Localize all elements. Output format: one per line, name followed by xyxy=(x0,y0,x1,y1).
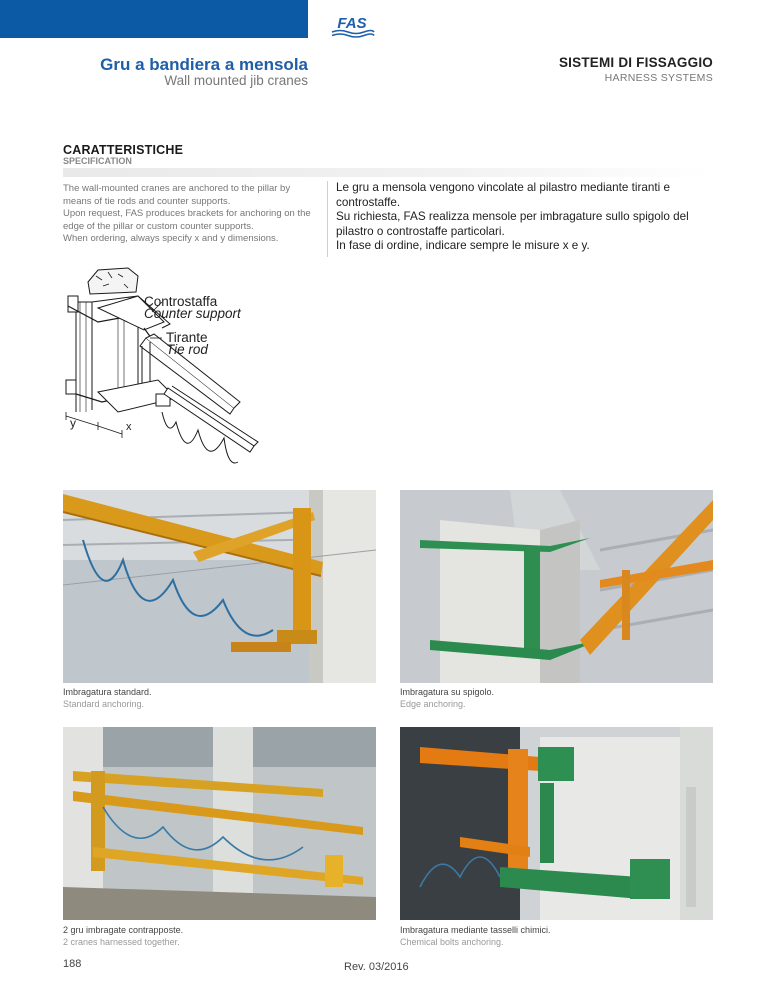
photo-caption-en: Edge anchoring. xyxy=(400,699,466,709)
dimension-y-label: y xyxy=(70,416,76,430)
photo-chemical-bolts xyxy=(400,727,713,920)
photo-caption-en: 2 cranes harnessed together. xyxy=(63,937,180,947)
photo-caption-it: Imbragatura standard. xyxy=(63,687,152,697)
dimension-x-label: x xyxy=(126,421,132,433)
column-divider xyxy=(327,181,328,257)
fas-logo xyxy=(328,14,376,40)
description-en-line: When ordering, always specify x and y dimensions. xyxy=(63,233,279,244)
section-title: CARATTERISTICHE xyxy=(63,143,184,157)
description-it-line: Su richiesta, FAS realizza mensole per imbragature sullo spigolo del pilastro o controstaffe particolari. xyxy=(336,210,689,238)
photo-caption-en: Standard anchoring. xyxy=(63,699,145,709)
logo-text: FAS xyxy=(337,15,367,32)
category-title: SISTEMI DI FISSAGGIO xyxy=(558,55,713,70)
photo-standard-anchoring xyxy=(63,490,376,683)
description-en-line: The wall-mounted cranes are anchored to the pillar by means of tie rods and counter supports. xyxy=(63,183,291,207)
description-english xyxy=(63,183,313,246)
header-color-bar xyxy=(0,0,308,38)
category-subtitle: HARNESS SYSTEMS xyxy=(604,72,713,84)
page-subtitle: Wall mounted jib cranes xyxy=(164,73,308,88)
tie-rod-label-it: Tirante xyxy=(166,330,208,345)
photo-caption-it: Imbragatura mediante tasselli chimici. xyxy=(400,925,551,935)
photo-caption-it: 2 gru imbragate contrapposte. xyxy=(63,925,184,935)
description-en-line: Upon request, FAS produces brackets for anchoring on the edge of the pillar or custom counter supports. xyxy=(63,208,311,232)
photo-caption-en: Chemical bolts anchoring. xyxy=(400,937,504,947)
section-rule xyxy=(63,168,711,177)
page-title: Gru a bandiera a mensola xyxy=(100,55,308,74)
counter-support-label-en: Counter support xyxy=(144,306,241,321)
tie-rod-label-en: Tie rod xyxy=(166,342,208,357)
description-it-line: In fase di ordine, indicare sempre le misure x e y. xyxy=(336,239,590,252)
revision-label: Rev. 03/2016 xyxy=(344,961,409,973)
description-it-line: Le gru a mensola vengono vincolate al pilastro mediante tiranti e controstaffe. xyxy=(336,181,670,209)
photo-caption-it: Imbragatura su spigolo. xyxy=(400,687,495,697)
photo-edge-anchoring xyxy=(400,490,713,683)
page-number: 188 xyxy=(63,958,82,970)
counter-support-label-it: Controstaffa xyxy=(144,294,218,309)
technical-diagram xyxy=(58,262,298,472)
photo-cranes-together xyxy=(63,727,376,920)
description-italian xyxy=(336,181,716,254)
section-subtitle: SPECIFICATION xyxy=(63,156,132,166)
